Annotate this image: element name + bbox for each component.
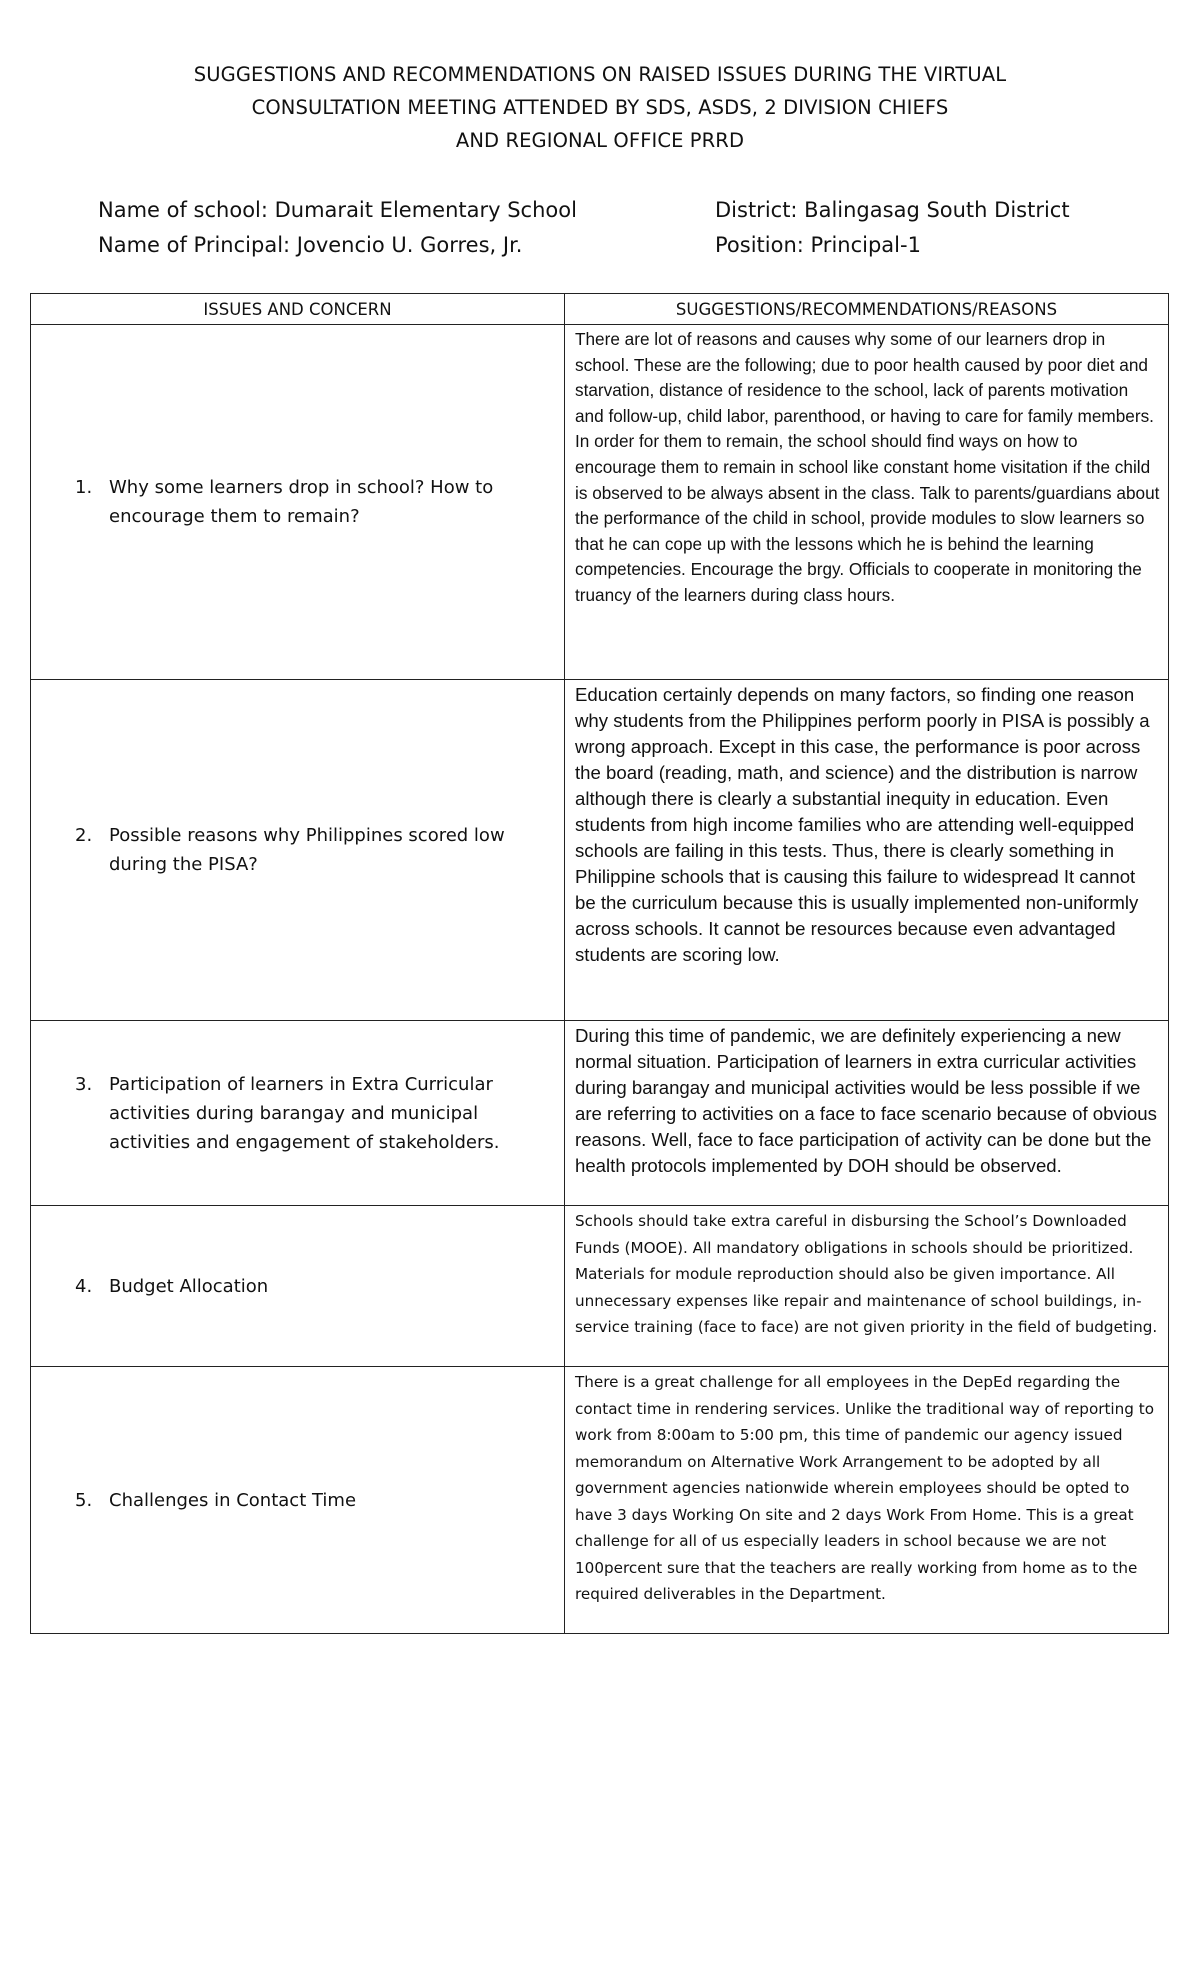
district-name: District: Balingasag South District <box>715 198 1070 222</box>
issue-number: 5. <box>75 1489 93 1511</box>
suggestion-text: Schools should take extra careful in disbursing the School’s Downloaded Funds (MOOE). All mandatory obligations in schools should be prioritized. Materials for module reproduction should also be given importance. All unnecessary expenses like repair and maintenance of school buildings, in-service training (face to face) are not given priority in the field of budgeting. <box>575 1212 1158 1336</box>
suggestion-cell <box>565 1367 1169 1634</box>
issue-number: 4. <box>75 1275 93 1297</box>
school-name: Name of school: Dumarait Elementary School <box>98 198 577 222</box>
suggestion-text: There are lot of reasons and causes why some of our learners drop in school. These are the following; due to poor health caused by poor diet and starvation, distance of residence to the school, lack of parents motivation and follow-up, child labor, parenthood, or having to care for family members. <box>575 329 1154 426</box>
issue-cell <box>31 1367 565 1634</box>
position-title: Position: Principal-1 <box>715 233 921 257</box>
issue-text: Participation of learners in Extra Curricular activities during barangay and municipal activities and engagement of stakeholders. <box>109 1073 500 1153</box>
issue-text: Possible reasons why Philippines scored low during the PISA? <box>109 825 505 875</box>
table-row <box>31 325 1169 680</box>
issue-number: 2. <box>75 825 93 846</box>
issue-text: Why some learners drop in school? How to encourage them to remain? <box>109 477 494 527</box>
suggestion-cell <box>565 1021 1169 1206</box>
suggestion-text: During this time of pandemic, we are definitely experiencing a new normal situation. Participation of learners in extra curricular activities during barangay and municipal activities would be less possible if we are referring to activities on a face to face scenario because of obvious reasons. Well, face to face participation of activity can be done but the health protocols implemented by DOH should be observed. <box>575 1025 1157 1176</box>
table-row <box>31 1021 1169 1206</box>
table-row <box>31 1206 1169 1367</box>
issue-text: Challenges in Contact Time <box>109 1489 357 1511</box>
table-header-row <box>31 294 1169 325</box>
table-row <box>31 680 1169 1021</box>
issue-cell <box>31 1021 565 1206</box>
suggestion-text: Education certainly depends on many factors, so finding one reason why students from the Philippines perform poorly in PISA is possibly a wrong approach. Except in this case, the performance is poor across the board (reading, math, and science) and the distribution is narrow although there is clearly a substantial inequity in education. Even students from high income families who are attending well-equipped schools are failing in this tests. Thus, there is clearly something in Philippine schools that is causing this failure to widespread It cannot be the curriculum because this is usually implemented non-uniformly across schools. It cannot be resources because even advantaged students are scoring low. <box>575 684 1150 965</box>
title-line-3: AND REGIONAL OFFICE PRRD <box>455 129 745 152</box>
issue-text: Budget Allocation <box>109 1275 269 1297</box>
suggestion-cell <box>565 680 1169 1021</box>
suggestion-cell <box>565 325 1169 680</box>
table-row <box>31 1367 1169 1634</box>
header-suggestions: SUGGESTIONS/RECOMMENDATIONS/REASONS <box>565 294 1169 325</box>
issue-number: 3. <box>75 1073 93 1095</box>
issue-cell <box>31 325 565 680</box>
district-info-block <box>715 193 1070 263</box>
title-line-2: CONSULTATION MEETING ATTENDED BY SDS, ASDS, 2 DIVISION CHIEFS <box>251 96 949 119</box>
title-line-1: SUGGESTIONS AND RECOMMENDATIONS ON RAISED ISSUES DURING THE VIRTUAL <box>193 63 1007 86</box>
suggestion-text: There is a great challenge for all employees in the DepEd regarding the contact time in rendering services. Unlike the traditional way of reporting to work from 8:00am to 5:00 pm, this time of pandemic our agency issued memorandum on Alternative Work Arrangement to be adopted by all government agencies nationwide wherein employees should be opted to have 3 days Working On site and 2 days Work From Home. This is a great challenge for all of us especially leaders in school because we are not 100percent sure that the teachers are really working from home as to the required deliverables in the Department. <box>575 1373 1154 1603</box>
issue-cell <box>31 680 565 1021</box>
issues-table <box>30 293 1169 1634</box>
issue-number: 1. <box>75 477 93 498</box>
header-issues: ISSUES AND CONCERN <box>31 294 565 325</box>
suggestion-cell <box>565 1206 1169 1367</box>
issue-cell <box>31 1206 565 1367</box>
document-title <box>80 58 1120 157</box>
principal-name: Name of Principal: Jovencio U. Gorres, Jr. <box>98 233 523 257</box>
school-info-block <box>98 193 577 263</box>
suggestion-text-continued: In order for them to remain, the school should find ways on how to encourage them to remain in school like constant home visitation if the child is observed to be always absent in the class. Talk to parents/guardians about the performance of the child in school, provide modules to slow learners so that he can cope up with the lessons which he is behind the learning competencies. Encourage the brgy. Officials to cooperate in monitoring the truancy of the learners during class hours. <box>575 431 1160 605</box>
